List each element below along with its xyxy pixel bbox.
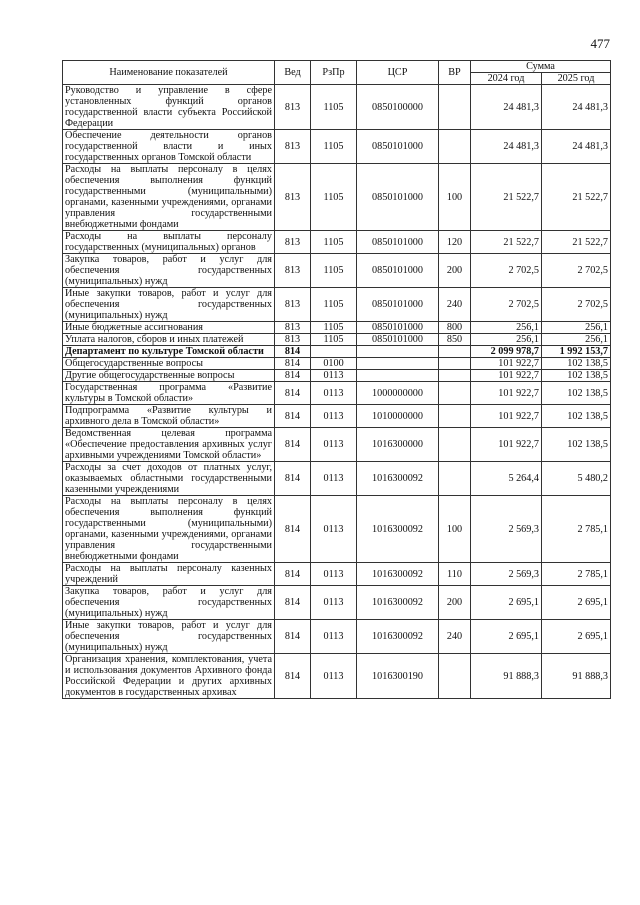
cell-name: Расходы на выплаты персоналу в целях обеспечения выполнения функций государственными (муниципальными) органами, казенными учреждениями, органами управления государственными внебюджетными фондами [63,164,275,231]
cell-2025: 102 138,5 [542,428,611,462]
cell-2025: 24 481,3 [542,85,611,130]
cell-name: Государственная программа «Развитие культуры в Томской области» [63,382,275,405]
cell-csr: 1000000000 [357,382,439,405]
cell-csr: 0850101000 [357,231,439,254]
cell-csr: 1016300190 [357,654,439,699]
cell-2024: 2 569,3 [471,563,542,586]
table-row [63,85,611,130]
cell-csr: 0850101000 [357,322,439,334]
cell-rzpr: 0113 [311,405,357,428]
cell-ved: 814 [275,346,311,358]
table-row [63,334,611,346]
cell-ved: 814 [275,370,311,382]
cell-2024: 2 702,5 [471,254,542,288]
cell-2025: 91 888,3 [542,654,611,699]
cell-2025: 102 138,5 [542,370,611,382]
cell-ved: 814 [275,654,311,699]
header-csr: ЦСР [357,61,439,85]
cell-vr [439,358,471,370]
cell-2025: 2 702,5 [542,288,611,322]
cell-csr: 1016300092 [357,620,439,654]
cell-2024: 101 922,7 [471,370,542,382]
cell-ved: 813 [275,288,311,322]
header-name: Наименование показателей [63,61,275,85]
cell-name: Иные бюджетные ассигнования [63,322,275,334]
cell-2024: 24 481,3 [471,130,542,164]
cell-rzpr: 1105 [311,231,357,254]
cell-name: Иные закупки товаров, работ и услуг для обеспечения государственных (муниципальных) нужд [63,620,275,654]
table-row [63,231,611,254]
budget-table [62,60,611,699]
cell-ved: 813 [275,334,311,346]
cell-vr [439,346,471,358]
cell-name: Иные закупки товаров, работ и услуг для обеспечения государственных (муниципальных) нужд [63,288,275,322]
cell-rzpr [311,346,357,358]
cell-ved: 814 [275,620,311,654]
cell-csr: 1016300092 [357,462,439,496]
cell-ved: 813 [275,85,311,130]
cell-2024: 21 522,7 [471,231,542,254]
table-row [63,654,611,699]
cell-ved: 814 [275,428,311,462]
cell-vr [439,654,471,699]
cell-name: Организация хранения, комплектования, учета и использования документов Архивного фонда Российской Федерации и других архивных документов в государственных архивах [63,654,275,699]
cell-2025: 21 522,7 [542,231,611,254]
cell-2025: 256,1 [542,334,611,346]
cell-2025: 2 785,1 [542,563,611,586]
cell-2025: 102 138,5 [542,358,611,370]
cell-2025: 256,1 [542,322,611,334]
cell-name: Закупка товаров, работ и услуг для обеспечения государственных (муниципальных) нужд [63,254,275,288]
cell-ved: 814 [275,462,311,496]
header-sum: Сумма [471,61,611,73]
cell-csr: 0850100000 [357,85,439,130]
table-row [63,288,611,322]
cell-ved: 813 [275,231,311,254]
cell-ved: 814 [275,358,311,370]
header-rzpr: РзПр [311,61,357,85]
cell-2025: 102 138,5 [542,405,611,428]
table-row [63,462,611,496]
cell-2025: 5 480,2 [542,462,611,496]
cell-2025: 1 992 153,7 [542,346,611,358]
table-row [63,405,611,428]
table-row [63,563,611,586]
cell-vr [439,85,471,130]
cell-name: Расходы на выплаты персоналу государственных (муниципальных) органов [63,231,275,254]
cell-2025: 24 481,3 [542,130,611,164]
cell-2024: 24 481,3 [471,85,542,130]
table-row [63,254,611,288]
cell-2024: 2 695,1 [471,586,542,620]
cell-vr: 100 [439,164,471,231]
table-row [63,346,611,358]
cell-rzpr: 0113 [311,654,357,699]
cell-name: Департамент по культуре Томской области [63,346,275,358]
cell-rzpr: 0113 [311,370,357,382]
cell-ved: 813 [275,130,311,164]
table-row [63,322,611,334]
cell-rzpr: 0113 [311,620,357,654]
cell-vr [439,382,471,405]
table-row [63,620,611,654]
cell-csr: 1016300092 [357,496,439,563]
cell-2025: 2 695,1 [542,620,611,654]
header-ved: Вед [275,61,311,85]
cell-2024: 101 922,7 [471,405,542,428]
cell-ved: 814 [275,563,311,586]
cell-2025: 2 785,1 [542,496,611,563]
cell-csr [357,370,439,382]
cell-rzpr: 0113 [311,428,357,462]
cell-name: Общегосударственные вопросы [63,358,275,370]
cell-csr: 0850101000 [357,130,439,164]
cell-name: Расходы за счет доходов от платных услуг, оказываемых областными государственными казенными учреждениями [63,462,275,496]
cell-name: Другие общегосударственные вопросы [63,370,275,382]
cell-2024: 101 922,7 [471,428,542,462]
cell-vr [439,130,471,164]
cell-rzpr: 1105 [311,322,357,334]
table-row [63,428,611,462]
cell-2024: 5 264,4 [471,462,542,496]
cell-vr: 200 [439,254,471,288]
cell-rzpr: 1105 [311,254,357,288]
cell-csr: 1016300092 [357,586,439,620]
cell-name: Расходы на выплаты персоналу казенных учреждений [63,563,275,586]
cell-rzpr: 1105 [311,85,357,130]
cell-ved: 814 [275,405,311,428]
cell-vr: 100 [439,496,471,563]
cell-name: Расходы на выплаты персоналу в целях обеспечения выполнения функций государственными (муниципальными) органами, казенными учреждениями, органами управления государственными внебюджетными фондами [63,496,275,563]
table-row [63,382,611,405]
cell-rzpr: 0100 [311,358,357,370]
table-row [63,358,611,370]
cell-csr: 0850101000 [357,288,439,322]
cell-2024: 2 569,3 [471,496,542,563]
cell-2025: 2 695,1 [542,586,611,620]
cell-2024: 91 888,3 [471,654,542,699]
cell-2024: 101 922,7 [471,382,542,405]
cell-ved: 813 [275,322,311,334]
cell-name: Подпрограмма «Развитие культуры и архивного дела в Томской области» [63,405,275,428]
cell-2025: 21 522,7 [542,164,611,231]
cell-vr: 110 [439,563,471,586]
header-year-2025: 2025 год [542,73,611,85]
cell-name: Уплата налогов, сборов и иных платежей [63,334,275,346]
cell-name: Ведомственная целевая программа «Обеспечение предоставления архивных услуг архивными учреждениями Томской области» [63,428,275,462]
cell-csr [357,346,439,358]
cell-name: Закупка товаров, работ и услуг для обеспечения государственных (муниципальных) нужд [63,586,275,620]
cell-name: Обеспечение деятельности органов государственной власти и иных государственных органов Томской области [63,130,275,164]
cell-2024: 256,1 [471,334,542,346]
cell-2025: 2 702,5 [542,254,611,288]
cell-csr: 0850101000 [357,164,439,231]
cell-rzpr: 0113 [311,496,357,563]
cell-2024: 256,1 [471,322,542,334]
cell-vr: 800 [439,322,471,334]
cell-rzpr: 1105 [311,288,357,322]
cell-vr: 240 [439,620,471,654]
cell-vr [439,370,471,382]
cell-vr: 200 [439,586,471,620]
cell-csr: 0850101000 [357,254,439,288]
cell-vr [439,405,471,428]
cell-vr: 850 [439,334,471,346]
table-row [63,370,611,382]
cell-2024: 2 695,1 [471,620,542,654]
cell-2025: 102 138,5 [542,382,611,405]
cell-ved: 813 [275,254,311,288]
cell-csr: 1010000000 [357,405,439,428]
table-row [63,164,611,231]
cell-ved: 814 [275,586,311,620]
cell-vr: 120 [439,231,471,254]
page-number: 477 [590,36,610,51]
cell-vr: 240 [439,288,471,322]
cell-rzpr: 0113 [311,462,357,496]
cell-rzpr: 0113 [311,586,357,620]
cell-ved: 813 [275,164,311,231]
cell-ved: 814 [275,496,311,563]
cell-rzpr: 1105 [311,130,357,164]
table-row [63,586,611,620]
cell-rzpr: 0113 [311,563,357,586]
cell-csr: 0850101000 [357,334,439,346]
cell-vr [439,428,471,462]
header-vr: ВР [439,61,471,85]
cell-csr: 1016300000 [357,428,439,462]
cell-ved: 814 [275,382,311,405]
header-year-2024: 2024 год [471,73,542,85]
cell-rzpr: 0113 [311,382,357,405]
cell-2024: 21 522,7 [471,164,542,231]
cell-csr: 1016300092 [357,563,439,586]
cell-csr [357,358,439,370]
cell-name: Руководство и управление в сфере установленных функций органов государственной власти субъекта Российской Федерации [63,85,275,130]
cell-2024: 101 922,7 [471,358,542,370]
table-body [63,85,611,699]
cell-vr [439,462,471,496]
cell-rzpr: 1105 [311,334,357,346]
table-row [63,496,611,563]
cell-2024: 2 702,5 [471,288,542,322]
cell-2024: 2 099 978,7 [471,346,542,358]
table-row [63,130,611,164]
cell-rzpr: 1105 [311,164,357,231]
